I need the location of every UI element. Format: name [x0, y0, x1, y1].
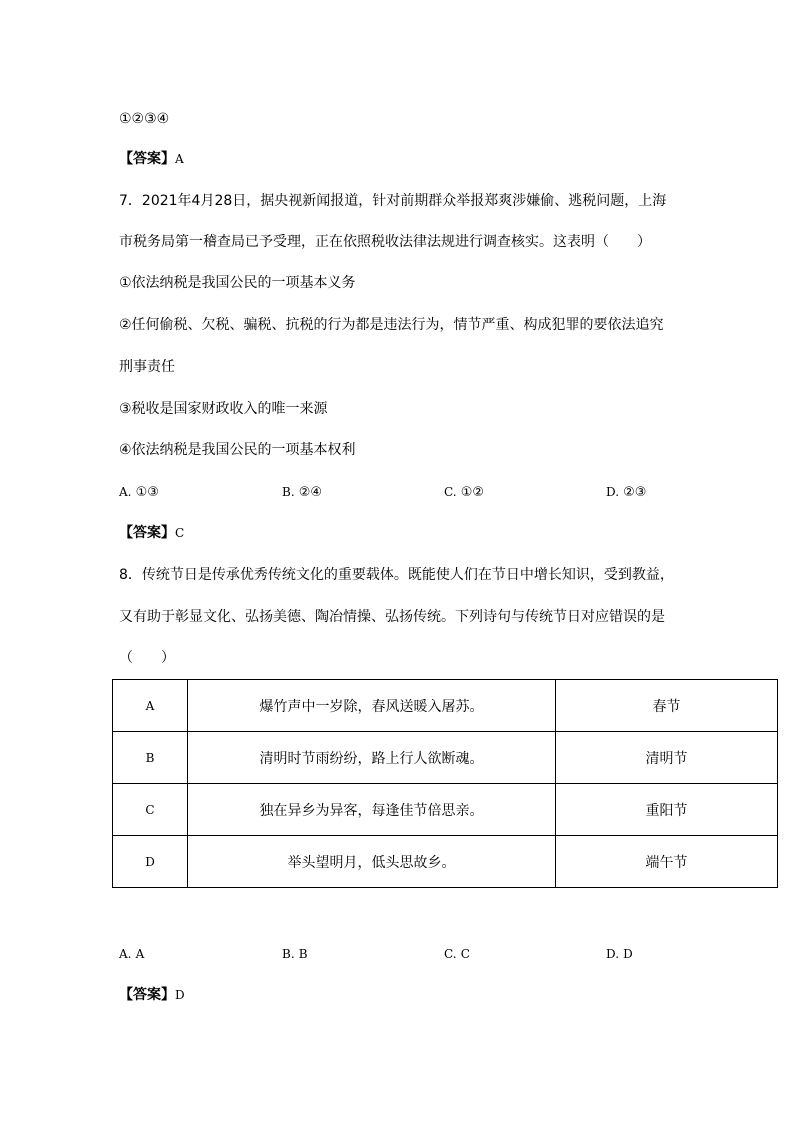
- row-poem: 举头望明月，低头思故乡。: [188, 836, 556, 888]
- option-text: D: [623, 947, 633, 961]
- answer-label: 【答案】: [119, 151, 175, 167]
- row-festival: 端午节: [556, 836, 778, 888]
- q7-stem-line2: 市税务局第一稽查局已予受理，正在依照税收法律法规进行调查核实。这表明（ ）: [119, 234, 651, 250]
- option-text: ①③: [135, 485, 159, 500]
- q7-statement-2-line2: 刑事责任: [119, 359, 175, 375]
- option-text: B: [298, 947, 308, 961]
- previous-question-options: ①②③④: [119, 111, 170, 127]
- q7-statement-1: ①依法纳税是我国公民的一项基本义务: [119, 275, 356, 291]
- festival-table: [112, 679, 778, 888]
- row-poem: 爆竹声中一岁除，春风送暖入屠苏。: [188, 680, 556, 732]
- option-text: A: [135, 947, 145, 961]
- row-letter: C: [113, 784, 188, 836]
- option-letter: A.: [119, 485, 132, 499]
- q8-stem-line2: 又有助于彰显文化、弘扬美德、陶冶情操、弘扬传统。下列诗句与传统节日对应错误的是: [119, 609, 665, 625]
- q8-answer: [119, 985, 185, 1005]
- q7-option-b: [282, 482, 322, 503]
- option-letter: C.: [444, 485, 457, 499]
- q7-statement-3: ③税收是国家财政收入的唯一来源: [119, 401, 328, 417]
- row-festival: 重阳节: [556, 784, 778, 836]
- row-letter: D: [113, 836, 188, 888]
- row-festival: 春节: [556, 680, 778, 732]
- row-poem: 独在异乡为异客，每逢佳节倍思亲。: [188, 784, 556, 836]
- option-text: ②④: [298, 485, 323, 500]
- row-letter: B: [113, 732, 188, 784]
- table-row: [113, 784, 778, 836]
- row-poem: 清明时节雨纷纷，路上行人欲断魂。: [188, 732, 556, 784]
- answer-value: C: [175, 526, 185, 540]
- q7-option-c: [444, 482, 484, 503]
- table-row: [113, 732, 778, 784]
- option-letter: C.: [444, 947, 457, 961]
- option-letter: D.: [606, 947, 620, 961]
- option-text: ①②: [460, 485, 485, 500]
- option-text: C: [460, 947, 470, 961]
- option-letter: A.: [119, 947, 132, 961]
- q8-stem-line3: （ ）: [119, 650, 175, 666]
- option-text: ②③: [623, 485, 647, 500]
- table-row: [113, 836, 778, 888]
- q7-option-d: [606, 482, 646, 503]
- row-festival: 清明节: [556, 732, 778, 784]
- answer-label: 【答案】: [119, 525, 175, 541]
- q7-statement-2-line1: ②任何偷税、欠税、骗税、抗税的行为都是违法行为，情节严重、构成犯罪的要依法追究: [119, 317, 664, 333]
- q7-statement-4: ④依法纳税是我国公民的一项基本权利: [119, 442, 356, 458]
- q8-stem-line1: 8．传统节日是传承优秀传统文化的重要载体。既能使人们在节日中增长知识，受到教益，: [119, 567, 674, 583]
- answer-value: D: [175, 988, 185, 1002]
- q8-option-a: [119, 944, 144, 965]
- option-letter: B.: [282, 485, 295, 499]
- table-row: [113, 680, 778, 732]
- q7-answer: [119, 523, 184, 543]
- q6-answer: [119, 149, 184, 169]
- q8-option-b: [282, 944, 308, 965]
- answer-value: A: [175, 152, 184, 166]
- answer-label: 【答案】: [119, 987, 175, 1003]
- q8-option-c: [444, 944, 470, 965]
- q7-option-a: [119, 482, 159, 503]
- row-letter: A: [113, 680, 188, 732]
- option-letter: B.: [282, 947, 295, 961]
- q8-option-d: [606, 944, 633, 965]
- q7-stem-line1: 7．2021年4月28日，据央视新闻报道，针对前期群众举报郑爽涉嫌偷、逃税问题，上海: [119, 193, 667, 209]
- option-letter: D.: [606, 485, 620, 499]
